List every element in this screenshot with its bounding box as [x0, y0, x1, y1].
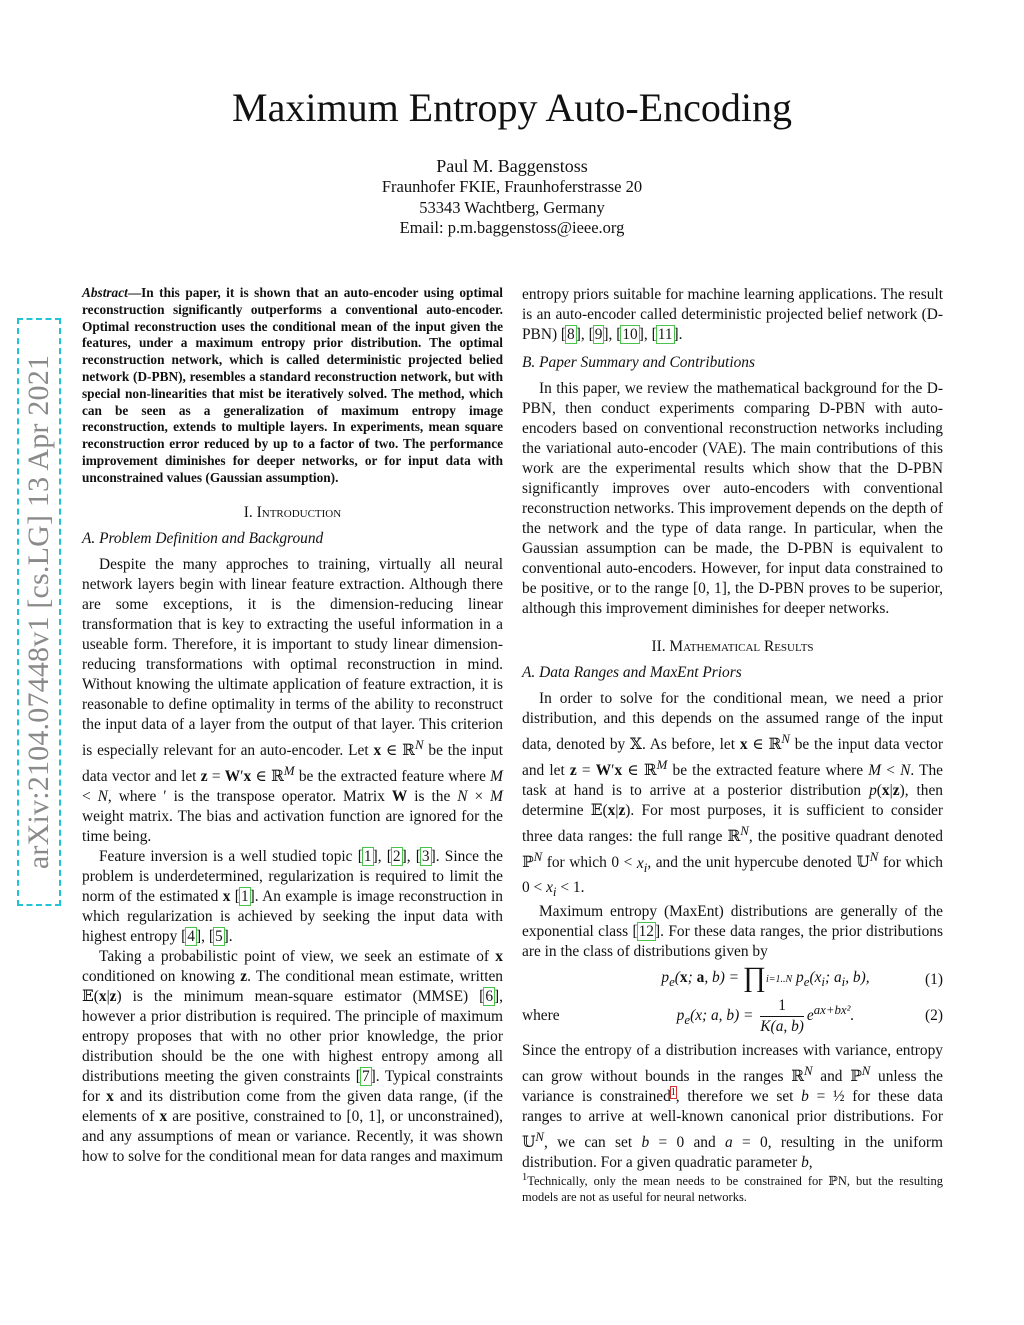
citation-link[interactable]: 3: [421, 847, 430, 865]
subsection-heading-summary: B. Paper Summary and Contributions: [522, 354, 755, 371]
paragraph-intro-1: Despite the many approches to training, virtually all neural network layers begin with linear feature extraction. Although there are some exceptions, it is the dimension-reducing linear transformation that is key to extracting the useful information in a useable form. Therefore, it is important to study linear dimension-reducing transformations with optimal reconstruction in mind. Without knowing the ultimate application of feature extraction, it is reasonable to define optimality in terms of the ability to reconstruct the input data of a layer from the output of that layer. This criterion is especially relevant for an auto-encoder. Let x ∈ ℝ$^N$ be the input data vector and let z = W′x ∈ ℝ$^M$ be the extracted feature where M < N, where ′ is the transpose operator. Matrix W is the N × M weight matrix. The bias and activation function are ignored for the time being.: [82, 555, 503, 845]
abstract-label: Abstract: [82, 285, 128, 300]
section-heading-mathematical-results: II. Mathematical Results: [651, 638, 814, 655]
paragraph-maxent: Maximum entropy (MaxEnt) distributions are generally of the exponential class [12]. For these data ranges, the prior distributions are in the class of distributions given by: [522, 902, 943, 960]
arxiv-identifier-stamp: [17, 318, 61, 906]
citation-link[interactable]: 9: [594, 326, 603, 343]
paragraph-summary: In this paper, we review the mathematical background for the D-PBN, then conduct experiments comparing D-PBN with auto-encoders based on conventional reconstruction networks including the variational auto-encoder (VAE). The main contributions of this work are the experimental results which show that the D-PBN significantly improves over auto-encoders with conventional reconstruction networks. This improvement depends on the depth of the network and the type of data range. In particular, when the Gaussian assumption can be made, the D-PBN is equivalent to conventional auto-encoders. However, for input data constrained to be positive, or to the range [0, 1], the D-PBN proves to be superior, although this improvement diminishes for deeper networks.: [522, 380, 943, 617]
footnote: [522, 1170, 943, 1205]
author-name: Paul M. Baggenstoss: [436, 156, 588, 176]
abstract-text: In this paper, it is shown that an auto-encoder using optimal reconstruction significantly outperforms a conventional auto-encoder. Optimal reconstruction uses the conditional mean of the input given the features, under a maximum entropy prior distribution. The optimal reconstruction network, which is called deterministic projected belied network (D-PBN), resembles a standard reconstruction network, but with special non-linearities that mist be iteratively solved. The method, which can be seen as a generalization of maximum entropy image reconstruction, extends to multiple layers. In experiments, mean square reconstruction error reduced by up to a factor of two. The performance improvement diminishes for deeper networks, or for input data with unconstrained values (Gaussian assumption).: [82, 285, 503, 485]
equation-2: where $p_e(x$; a, b) = $\frac{1}{K(a, b)}$ $e^{ax+bx^2}$. (2): [522, 996, 943, 1035]
citation-link[interactable]: 1: [240, 887, 249, 905]
equation-where-label: where: [522, 1007, 560, 1025]
footnote-reference[interactable]: 1: [670, 1086, 676, 1098]
abstract: Abstract—In this paper, it is shown that an auto-encoder using optimal reconstruction significantly outperforms a conventional auto-encoder. Optimal reconstruction uses the conditional mean of the input given the features, under a maximum entropy prior distribution. The optimal reconstruction network, which is called deterministic projected belied network (D-PBN), resembles a standard reconstruction network, but with special non-linearities that mist be iteratively solved. The method, which can be seen as a generalization of maximum entropy image reconstruction, extends to multiple layers. In experiments, mean square reconstruction error reduced by up to a factor of two. The performance improvement diminishes for deeper networks, or for input data with unconstrained values (Gaussian assumption).: [82, 285, 503, 485]
citation-link[interactable]: 1: [363, 847, 372, 865]
author-address: 53343 Wachtberg, Germany: [419, 197, 605, 217]
footnote-text: Technically, only the mean needs to be constrained for ℙN, but the resulting models are not as useful for neural networks.: [522, 1174, 943, 1204]
citation-link[interactable]: 4: [187, 927, 195, 945]
paragraph-intro-3: Taking a probabilistic point of view, we seek an estimate of x conditioned on knowing z. The conditional mean estimate, written 𝔼(x|z) is the minimum mean-square estimator (MMSE) [6], however a prior distribution is required. The principle of maximum entropy proposes that with no other prior knowledge, the prior distribution should be the one with highest entropy among all distributions meeting the given constraints [7]. Typical constraints for x and its distribution come from the given data range, (if the elements of x are positive, constrained to [0, 1], or unconstrained), and any assumptions of mean or variance. Recently, it was shown how to solve for the conditional mean for data ranges and maximum: [82, 947, 504, 1165]
subsection-heading-problem-definition: A. Problem Definition and Background: [82, 529, 324, 547]
left-column: [82, 285, 503, 1167]
citation-link[interactable]: 7: [361, 1067, 370, 1085]
paragraph-intro-3-continued: entropy priors suitable for machine learning applications. The result is an auto-encoder called deterministic projected belief network (D-PBN) [8], [9], [10], [11].: [522, 286, 943, 343]
paragraph-intro-2: Feature inversion is a well studied topic [1], [2], [3]. Since the problem is underdetermined, regularization is required to limit the norm of the estimated x [1]. An example is image reconstruction in which regularization is achieved by seeking the input data with highest entropy [4], [5].: [82, 847, 503, 945]
citation-link[interactable]: 8: [567, 326, 575, 343]
paragraph-entropy: Since the entropy of a distribution increases with variance, entropy can grow without bounds in the ranges ℝ$^N$ and ℙ$^N$ unless the variance is constrained$^1$, therefore we set b = ½ for these data ranges to arrive at well-known canonical prior distributions. For 𝕌$^N$, we can set b = 0 and a = 0, resulting in the uniform distribution. For a given quadratic parameter b,: [522, 1041, 943, 1171]
arxiv-identifier: arXiv:2104.07448v1 [cs.LG] 13 Apr 2021: [22, 354, 55, 870]
equation-1: $p_e(x$; a, b) = ∏i=1..N $p_e(x_i$; $a_i$, b), (1): [661, 962, 943, 994]
citation-link[interactable]: 5: [214, 927, 223, 945]
citation-link[interactable]: 10: [622, 326, 638, 343]
author-affiliation: Fraunhofer FKIE, Fraunhoferstrasse 20: [381, 177, 643, 196]
author-block: [0, 155, 1024, 239]
citation-link[interactable]: 12: [638, 922, 654, 940]
equation-2-number: (2): [925, 1007, 943, 1025]
right-column: [522, 285, 943, 1173]
footnote-mark: 1: [522, 1172, 528, 1183]
section-heading-introduction: I. Introduction: [243, 503, 342, 521]
paragraph-data-ranges: In order to solve for the conditional mean, we need a prior distribution, and this depends on the assumed range of the input data, denoted by 𝕏. As before, let x ∈ ℝ$^N$ be the input data vector and let z = W′x ∈ ℝ$^M$ be the extracted feature where M < N. The task at hand is to arrive at a posterior distribution p(x|z), then determine 𝔼(x|z). For most purposes, it is sufficient to consider three data ranges: the full range ℝ$^N$, the positive quadrant denoted ℙ$^N$ for which $0 < x_i$, and the unit hypercube denoted 𝕌$^N$ for which $0 < x_i < 1$.: [522, 690, 943, 899]
citation-link[interactable]: 11: [657, 326, 673, 343]
citation-link[interactable]: 6: [485, 987, 494, 1005]
equation-1-number: (1): [925, 970, 943, 988]
paper-title: Maximum Entropy Auto-Encoding: [232, 85, 792, 130]
author-email: Email: p.m.baggenstoss@ieee.org: [399, 218, 625, 237]
citation-link[interactable]: 2: [392, 847, 401, 865]
subsection-heading-data-ranges: A. Data Ranges and MaxEnt Priors: [522, 664, 742, 681]
